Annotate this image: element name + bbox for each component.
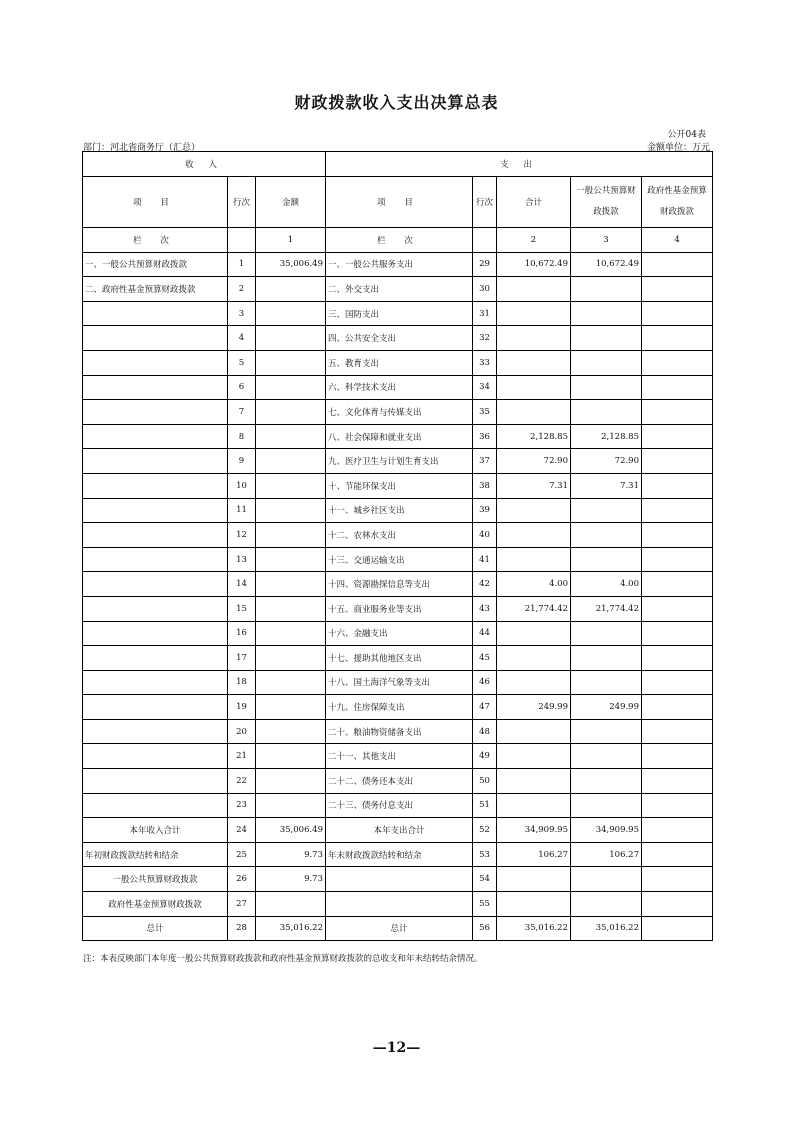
row-no: 34	[473, 375, 497, 400]
income-item	[83, 572, 228, 597]
empty-cell	[497, 867, 571, 892]
income-item	[83, 547, 228, 572]
expense-item: 二十三、债务付息支出	[326, 793, 473, 818]
expense-total	[497, 547, 571, 572]
expense-gov-fund	[642, 326, 713, 351]
table-row	[83, 523, 713, 548]
expense-item: 十九、住房保障支出	[326, 695, 473, 720]
begin-fund-row	[83, 892, 713, 917]
expense-general-budget	[571, 769, 642, 794]
table-row	[83, 449, 713, 474]
row-no: 35	[473, 400, 497, 425]
expense-general-budget	[571, 400, 642, 425]
expense-item: 二十二、债务还本支出	[326, 769, 473, 794]
expense-item: 二、外交支出	[326, 277, 473, 302]
begin-carryover-amount: 9.73	[256, 842, 326, 867]
row-no: 45	[473, 646, 497, 671]
income-item	[83, 375, 228, 400]
expense-general-budget: 249.99	[571, 695, 642, 720]
footnote: 注：本表反映部门本年度一般公共预算财政拨款和政府性基金预算财政拨款的总收支和年末结转结余情况。	[83, 954, 483, 964]
table-row	[83, 670, 713, 695]
expense-item: 三、国防支出	[326, 301, 473, 326]
general-budget-header: 一般公共预算财政拨款	[571, 177, 642, 228]
table-row	[83, 621, 713, 646]
table-row	[83, 719, 713, 744]
table-row	[83, 473, 713, 498]
income-item	[83, 498, 228, 523]
expense-gov-fund	[642, 301, 713, 326]
income-item	[83, 596, 228, 621]
income-amount-col-no: 1	[256, 228, 326, 253]
begin-general-row	[83, 867, 713, 892]
expense-item: 十七、援助其他地区支出	[326, 646, 473, 671]
expense-total: 249.99	[497, 695, 571, 720]
expense-total	[497, 670, 571, 695]
expense-gov-fund	[642, 621, 713, 646]
row-no: 33	[473, 350, 497, 375]
expense-general-budget	[571, 523, 642, 548]
expense-total	[497, 523, 571, 548]
expense-gov-fund	[642, 793, 713, 818]
row-no: 40	[473, 523, 497, 548]
income-item	[83, 646, 228, 671]
income-item	[83, 621, 228, 646]
income-item	[83, 744, 228, 769]
row-no: 24	[228, 818, 256, 843]
income-amount	[256, 400, 326, 425]
expense-gov-fund	[642, 695, 713, 720]
income-amount	[256, 277, 326, 302]
expense-total: 2,128.85	[497, 424, 571, 449]
income-amount	[256, 498, 326, 523]
row-no: 28	[228, 916, 256, 941]
empty-cell	[571, 867, 642, 892]
expense-general-budget: 21,774.42	[571, 596, 642, 621]
row-no: 19	[228, 695, 256, 720]
year-total-row	[83, 818, 713, 843]
year-expense-total: 34,909.95	[497, 818, 571, 843]
grand-income-amount: 35,016.22	[256, 916, 326, 941]
grand-expense-fund	[642, 916, 713, 941]
begin-general-amount: 9.73	[256, 867, 326, 892]
expense-gov-fund	[642, 277, 713, 302]
expense-gov-fund	[642, 424, 713, 449]
row-no: 8	[228, 424, 256, 449]
table-row	[83, 301, 713, 326]
expense-total: 7.31	[497, 473, 571, 498]
expense-total	[497, 744, 571, 769]
year-expense-general: 34,909.95	[571, 818, 642, 843]
expense-total	[497, 793, 571, 818]
expense-general-budget: 2,128.85	[571, 424, 642, 449]
unit-label: 金额单位：万元	[646, 143, 710, 153]
expense-total	[497, 719, 571, 744]
row-no: 43	[473, 596, 497, 621]
expense-item: 八、社会保障和就业支出	[326, 424, 473, 449]
row-no: 56	[473, 916, 497, 941]
row-no: 29	[473, 252, 497, 277]
fund-col-no: 4	[642, 228, 713, 253]
expense-general-budget: 10,672.49	[571, 252, 642, 277]
row-no: 47	[473, 695, 497, 720]
expense-total	[497, 400, 571, 425]
income-amount	[256, 695, 326, 720]
section-header-row	[83, 152, 713, 177]
income-item	[83, 769, 228, 794]
expense-general-budget	[571, 277, 642, 302]
expense-item: 一、一般公共服务支出	[326, 252, 473, 277]
income-amount	[256, 769, 326, 794]
row-no: 54	[473, 867, 497, 892]
row-no: 5	[228, 350, 256, 375]
row-no: 51	[473, 793, 497, 818]
income-amount	[256, 646, 326, 671]
empty-cell	[473, 228, 497, 253]
row-no: 12	[228, 523, 256, 548]
row-no: 38	[473, 473, 497, 498]
income-amount	[256, 523, 326, 548]
expense-item: 十、节能环保支出	[326, 473, 473, 498]
income-amount	[256, 621, 326, 646]
table-row	[83, 695, 713, 720]
expense-gov-fund	[642, 547, 713, 572]
expense-gov-fund	[642, 350, 713, 375]
row-no: 32	[473, 326, 497, 351]
row-no: 31	[473, 301, 497, 326]
income-amount	[256, 473, 326, 498]
income-item: 一、一般公共预算财政拨款	[83, 252, 228, 277]
expense-gov-fund	[642, 252, 713, 277]
expense-item: 九、医疗卫生与计划生育支出	[326, 449, 473, 474]
income-item	[83, 695, 228, 720]
expense-item: 十二、农林水支出	[326, 523, 473, 548]
income-amount	[256, 793, 326, 818]
column-header-row	[83, 177, 713, 228]
income-item	[83, 400, 228, 425]
expense-total: 72.90	[497, 449, 571, 474]
begin-fund-amount	[256, 892, 326, 917]
column-index-row	[83, 228, 713, 253]
expense-total	[497, 326, 571, 351]
row-no: 20	[228, 719, 256, 744]
year-income-total-amount: 35,006.49	[256, 818, 326, 843]
empty-cell	[642, 867, 713, 892]
row-no: 42	[473, 572, 497, 597]
expense-general-budget: 4.00	[571, 572, 642, 597]
income-amount	[256, 375, 326, 400]
table-row	[83, 744, 713, 769]
expense-total	[497, 375, 571, 400]
expense-total	[497, 301, 571, 326]
income-amount	[256, 744, 326, 769]
income-amount	[256, 350, 326, 375]
grand-total-row	[83, 916, 713, 941]
table-row	[83, 572, 713, 597]
expense-general-budget	[571, 375, 642, 400]
expense-total: 21,774.42	[497, 596, 571, 621]
expense-general-budget: 7.31	[571, 473, 642, 498]
row-no: 55	[473, 892, 497, 917]
budget-table	[82, 151, 713, 941]
row-no: 53	[473, 842, 497, 867]
year-expense-fund	[642, 818, 713, 843]
year-expense-total-label: 本年支出合计	[326, 818, 473, 843]
expense-total	[497, 277, 571, 302]
row-no: 10	[228, 473, 256, 498]
income-item	[83, 670, 228, 695]
table-row	[83, 596, 713, 621]
empty-cell	[497, 892, 571, 917]
row-no: 52	[473, 818, 497, 843]
expense-gov-fund	[642, 670, 713, 695]
begin-fund-label: 政府性基金预算财政拨款	[83, 892, 228, 917]
income-amount: 35,006.49	[256, 252, 326, 277]
expense-column-label: 栏 次	[326, 228, 473, 253]
begin-general-label: 一般公共预算财政拨款	[83, 867, 228, 892]
grand-expense-total: 35,016.22	[497, 916, 571, 941]
row-no: 39	[473, 498, 497, 523]
expense-gov-fund	[642, 400, 713, 425]
income-amount	[256, 326, 326, 351]
income-amount-header: 金额	[256, 177, 326, 228]
table-row	[83, 400, 713, 425]
row-no: 14	[228, 572, 256, 597]
expense-item: 六、科学技术支出	[326, 375, 473, 400]
page-title: 财政拨款收入支出决算总表	[294, 93, 499, 112]
income-item	[83, 350, 228, 375]
expense-item: 二十一、其他支出	[326, 744, 473, 769]
row-no: 41	[473, 547, 497, 572]
expense-item: 二十、粮油物资储备支出	[326, 719, 473, 744]
row-no: 9	[228, 449, 256, 474]
row-no: 21	[228, 744, 256, 769]
expense-general-budget: 72.90	[571, 449, 642, 474]
grand-income-label: 总计	[83, 916, 228, 941]
income-section-header: 收 入	[83, 152, 326, 177]
row-no: 49	[473, 744, 497, 769]
department-label: 部门：河北省商务厅（汇总）	[83, 143, 201, 153]
expense-general-budget	[571, 793, 642, 818]
expense-general-budget	[571, 646, 642, 671]
table-row	[83, 769, 713, 794]
empty-cell	[642, 892, 713, 917]
income-item	[83, 473, 228, 498]
grand-expense-label: 总计	[326, 916, 473, 941]
expense-item: 十八、国土海洋气象等支出	[326, 670, 473, 695]
end-carryover-fund	[642, 842, 713, 867]
expense-general-budget	[571, 350, 642, 375]
expense-general-budget	[571, 719, 642, 744]
income-amount	[256, 596, 326, 621]
row-no: 22	[228, 769, 256, 794]
table-row	[83, 326, 713, 351]
income-item-header: 项 目	[83, 177, 228, 228]
row-no: 30	[473, 277, 497, 302]
row-no: 17	[228, 646, 256, 671]
income-item	[83, 301, 228, 326]
row-no: 26	[228, 867, 256, 892]
expense-general-budget	[571, 670, 642, 695]
table-row	[83, 252, 713, 277]
income-amount	[256, 449, 326, 474]
expense-item: 五、教育支出	[326, 350, 473, 375]
expense-gov-fund	[642, 523, 713, 548]
expense-item: 十四、资源勘探信息等支出	[326, 572, 473, 597]
expense-total: 10,672.49	[497, 252, 571, 277]
expense-item: 七、文化体育与传媒支出	[326, 400, 473, 425]
expense-gov-fund	[642, 646, 713, 671]
expense-item: 十一、城乡社区支出	[326, 498, 473, 523]
income-amount	[256, 719, 326, 744]
expense-gov-fund	[642, 473, 713, 498]
row-no: 25	[228, 842, 256, 867]
income-amount	[256, 547, 326, 572]
expense-general-budget	[571, 301, 642, 326]
expense-gov-fund	[642, 596, 713, 621]
row-no: 37	[473, 449, 497, 474]
expense-total	[497, 350, 571, 375]
row-no: 27	[228, 892, 256, 917]
row-no: 7	[228, 400, 256, 425]
expense-item: 四、公共安全支出	[326, 326, 473, 351]
income-item	[83, 326, 228, 351]
table-row	[83, 424, 713, 449]
expense-gov-fund	[642, 719, 713, 744]
row-no: 4	[228, 326, 256, 351]
table-row	[83, 646, 713, 671]
form-code: 公开04表	[667, 130, 706, 140]
income-item	[83, 793, 228, 818]
expense-general-budget	[571, 744, 642, 769]
page-number: —12—	[372, 1040, 421, 1056]
row-no: 16	[228, 621, 256, 646]
row-no: 46	[473, 670, 497, 695]
income-item	[83, 424, 228, 449]
expense-gov-fund	[642, 375, 713, 400]
row-no: 48	[473, 719, 497, 744]
carryover-row	[83, 842, 713, 867]
expense-gov-fund	[642, 769, 713, 794]
begin-carryover-label: 年初财政拨款结转和结余	[83, 842, 228, 867]
row-no: 6	[228, 375, 256, 400]
expense-gov-fund	[642, 572, 713, 597]
end-carryover-total: 106.27	[497, 842, 571, 867]
total-col-no: 2	[497, 228, 571, 253]
income-amount	[256, 301, 326, 326]
income-item	[83, 523, 228, 548]
row-no: 44	[473, 621, 497, 646]
year-income-total-label: 本年收入合计	[83, 818, 228, 843]
expense-item-header: 项 目	[326, 177, 473, 228]
expense-gov-fund	[642, 449, 713, 474]
row-no: 11	[228, 498, 256, 523]
income-row-no-header: 行次	[228, 177, 256, 228]
expense-total: 4.00	[497, 572, 571, 597]
table-row	[83, 498, 713, 523]
table-row	[83, 547, 713, 572]
row-no: 13	[228, 547, 256, 572]
expense-row-no-header: 行次	[473, 177, 497, 228]
table-row	[83, 793, 713, 818]
expense-total	[497, 498, 571, 523]
empty-cell	[571, 892, 642, 917]
empty-cell	[228, 228, 256, 253]
table-row	[83, 375, 713, 400]
gov-fund-header: 政府性基金预算财政拨款	[642, 177, 713, 228]
income-item: 二、政府性基金预算财政拨款	[83, 277, 228, 302]
row-no: 3	[228, 301, 256, 326]
expense-gov-fund	[642, 498, 713, 523]
general-col-no: 3	[571, 228, 642, 253]
row-no: 15	[228, 596, 256, 621]
income-column-label: 栏 次	[83, 228, 228, 253]
expense-general-budget	[571, 326, 642, 351]
expense-general-budget	[571, 498, 642, 523]
expense-total	[497, 646, 571, 671]
grand-expense-general: 35,016.22	[571, 916, 642, 941]
end-carryover-label: 年末财政拨款结转和结余	[326, 842, 473, 867]
income-amount	[256, 424, 326, 449]
row-no: 36	[473, 424, 497, 449]
empty-cell	[326, 867, 473, 892]
expense-general-budget	[571, 621, 642, 646]
expense-section-header: 支 出	[326, 152, 713, 177]
expense-item: 十三、交通运输支出	[326, 547, 473, 572]
row-no: 2	[228, 277, 256, 302]
expense-gov-fund	[642, 744, 713, 769]
row-no: 1	[228, 252, 256, 277]
expense-item: 十六、金融支出	[326, 621, 473, 646]
end-carryover-general: 106.27	[571, 842, 642, 867]
expense-item: 十五、商业服务业等支出	[326, 596, 473, 621]
table-row	[83, 350, 713, 375]
expense-total	[497, 621, 571, 646]
income-amount	[256, 670, 326, 695]
row-no: 50	[473, 769, 497, 794]
empty-cell	[326, 892, 473, 917]
expense-total-header: 合计	[497, 177, 571, 228]
row-no: 23	[228, 793, 256, 818]
expense-general-budget	[571, 547, 642, 572]
income-item	[83, 719, 228, 744]
row-no: 18	[228, 670, 256, 695]
income-item	[83, 449, 228, 474]
table-row	[83, 277, 713, 302]
expense-total	[497, 769, 571, 794]
income-amount	[256, 572, 326, 597]
